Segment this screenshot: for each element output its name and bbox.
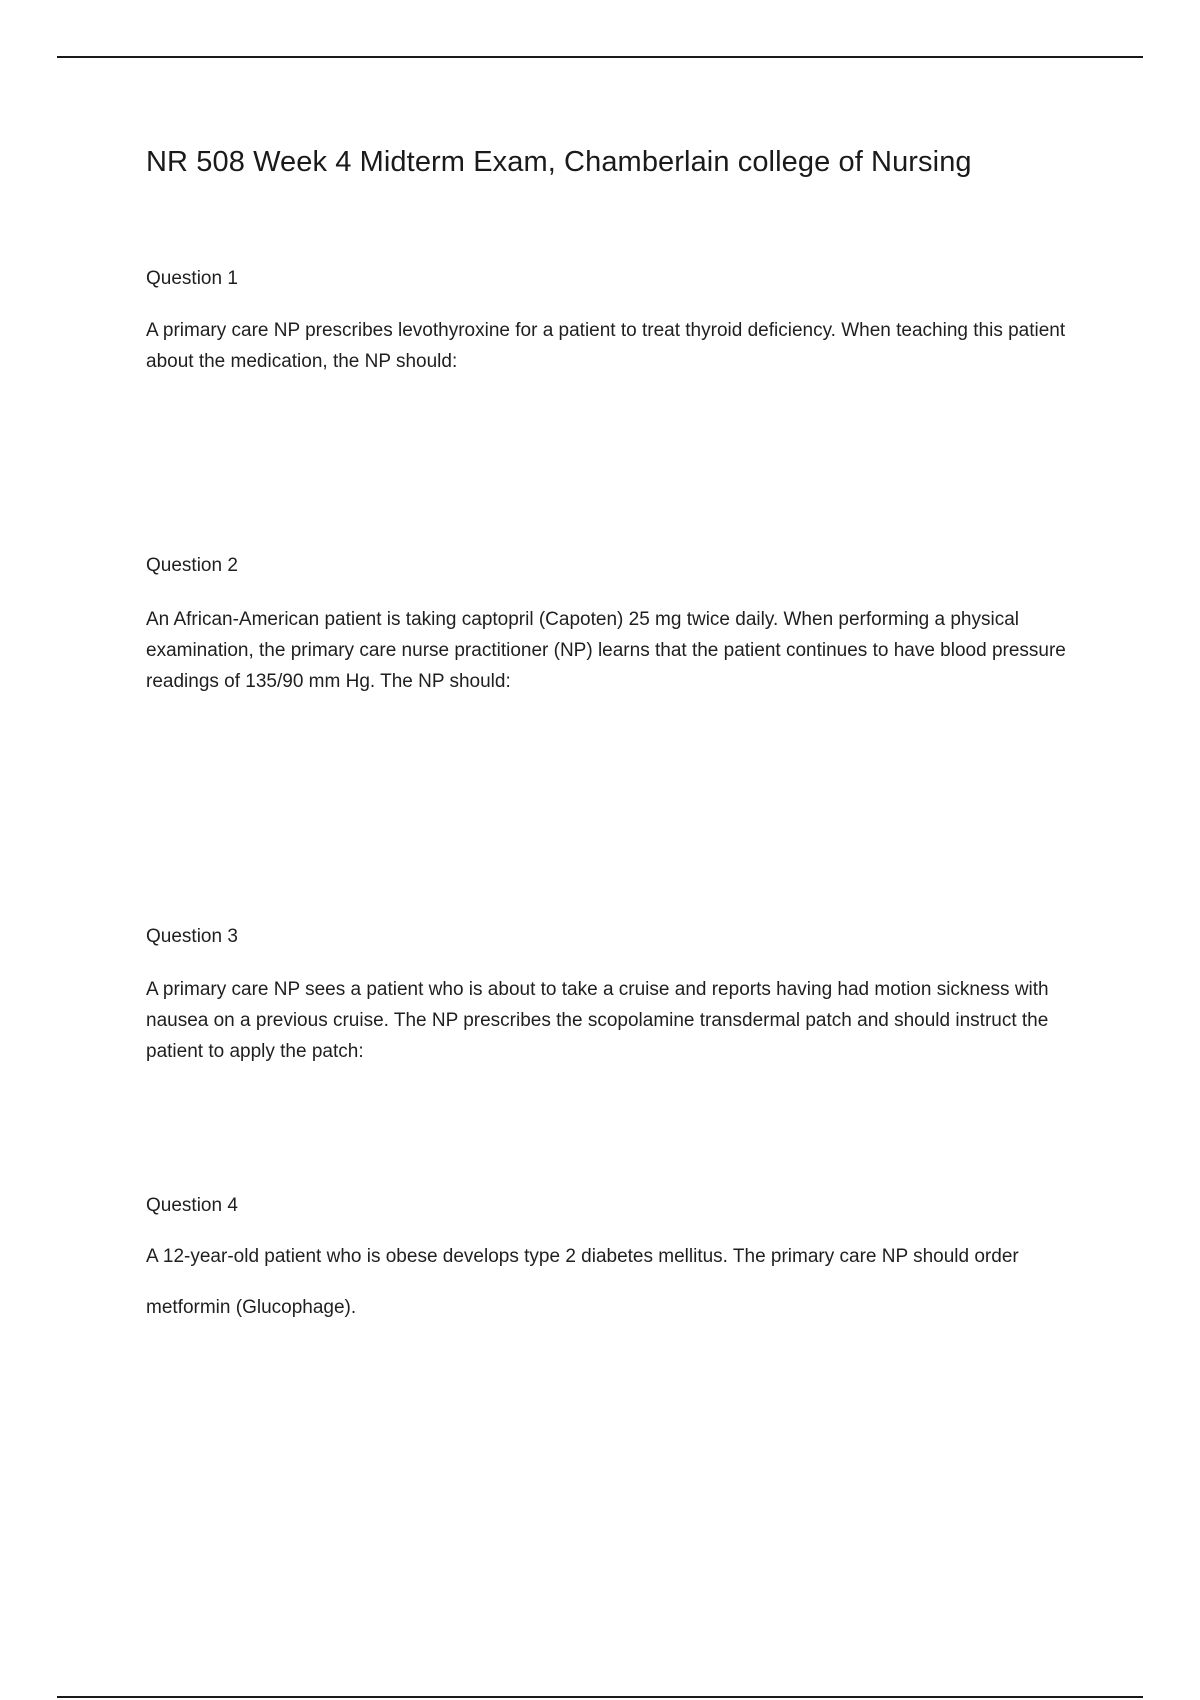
bottom-rule: [57, 1696, 1143, 1698]
page-title: NR 508 Week 4 Midterm Exam, Chamberlain college of Nursing: [146, 146, 972, 178]
question-3-label: Question 3: [146, 926, 238, 947]
question-4-text-line-1: A 12-year-old patient who is obese develops type 2 diabetes mellitus. The primary care NP should order: [146, 1246, 1019, 1267]
question-2-label: Question 2: [146, 555, 238, 576]
question-1-label: Question 1: [146, 268, 238, 289]
question-3-text: A primary care NP sees a patient who is about to take a cruise and reports having had motion sickness with nausea on a previous cruise. The NP prescribes the scopolamine transdermal patch and should instruct the patient to apply the patch:: [146, 979, 1049, 1062]
question-1-text: A primary care NP prescribes levothyroxine for a patient to treat thyroid deficiency. When teaching this patient about the medication, the NP should:: [146, 320, 1066, 372]
question-2-text: An African-American patient is taking captopril (Capoten) 25 mg twice daily. When performing a physical examination, the primary care nurse practitioner (NP) learns that the patient continues to have blood pressure readings of 135/90 mm Hg. The NP should:: [146, 609, 1066, 692]
question-4-label: Question 4: [146, 1195, 238, 1216]
question-4-text-line-2: metformin (Glucophage).: [146, 1297, 357, 1318]
top-rule: [57, 56, 1143, 58]
